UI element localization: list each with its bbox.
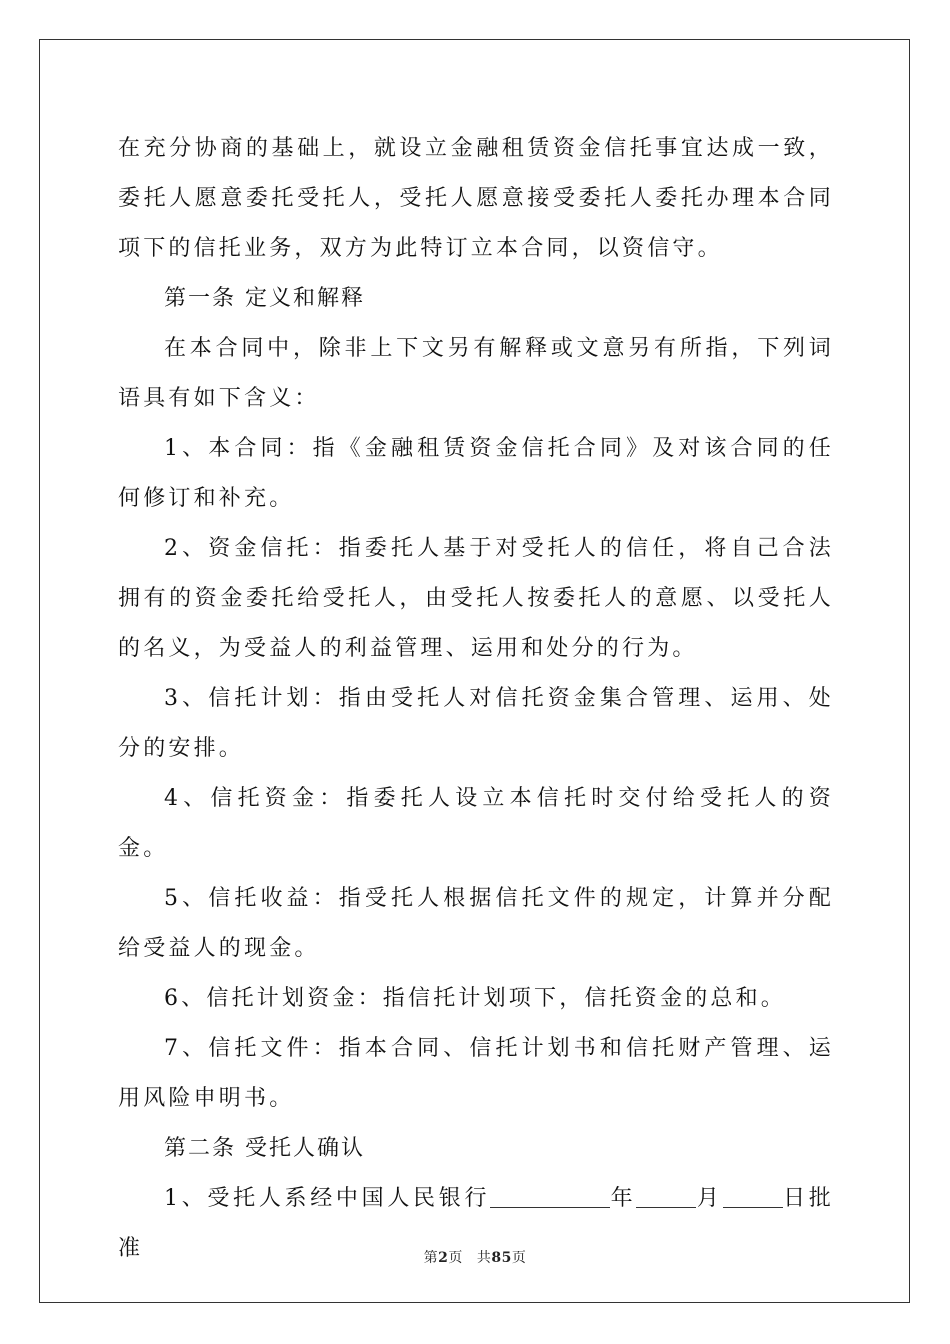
page-suffix: 页 bbox=[448, 1250, 463, 1266]
year-label: 年 bbox=[610, 1186, 637, 1211]
total-pages: 85 bbox=[491, 1250, 512, 1266]
definition-3: 3、信托计划：指由受托人对信托资金集合管理、运用、处分的安排。 bbox=[118, 686, 834, 761]
day-suffix: 日批准 bbox=[118, 1186, 835, 1261]
definitions-intro: 在本合同中，除非上下文另有解释或文意另有所指，下列词语具有如下含义： bbox=[118, 336, 834, 411]
definition-4: 4、信托资金：指委托人设立本信托时交付给受托人的资金。 bbox=[118, 786, 834, 861]
page-footer bbox=[0, 1247, 950, 1267]
month-label: 月 bbox=[696, 1186, 723, 1211]
blank-field bbox=[490, 1181, 610, 1208]
definition-7: 7、信托文件：指本合同、信托计划书和信托财产管理、运用风险申明书。 bbox=[118, 1036, 834, 1111]
total-suffix: 页 bbox=[511, 1250, 527, 1266]
confirmation-prefix: 1、受托人系经中国人民银行 bbox=[164, 1186, 491, 1211]
intro-paragraph: 在充分协商的基础上，就设立金融租赁资金信托事宜达成一致，委托人愿意委托受托人，受托人愿意接受委托人委托办理本合同项下的信托业务，双方为此特订立本合同，以资信守。 bbox=[118, 136, 834, 261]
document-body bbox=[118, 124, 834, 1274]
total-prefix: 共 bbox=[476, 1250, 492, 1266]
article-2-heading: 第二条 受托人确认 bbox=[164, 1136, 365, 1161]
definition-2: 2、资金信托：指委托人基于对受托人的信任，将自己合法拥有的资金委托给受托人，由受托人按委托人的意愿、以受托人的名义，为受益人的利益管理、运用和处分的行为。 bbox=[118, 536, 834, 661]
definition-6: 6、信托计划资金：指信托计划项下，信托资金的总和。 bbox=[164, 986, 786, 1011]
page-number: 2 bbox=[438, 1250, 449, 1266]
definition-5: 5、信托收益：指受托人根据信托文件的规定，计算并分配给受益人的现金。 bbox=[118, 886, 834, 961]
page-prefix: 第 bbox=[423, 1250, 439, 1266]
blank-field bbox=[636, 1181, 696, 1208]
blank-field bbox=[723, 1181, 783, 1208]
article-1-heading: 第一条 定义和解释 bbox=[164, 286, 365, 311]
definition-1: 1、本合同：指《金融租赁资金信托合同》及对该合同的任何修订和补充。 bbox=[118, 436, 834, 511]
